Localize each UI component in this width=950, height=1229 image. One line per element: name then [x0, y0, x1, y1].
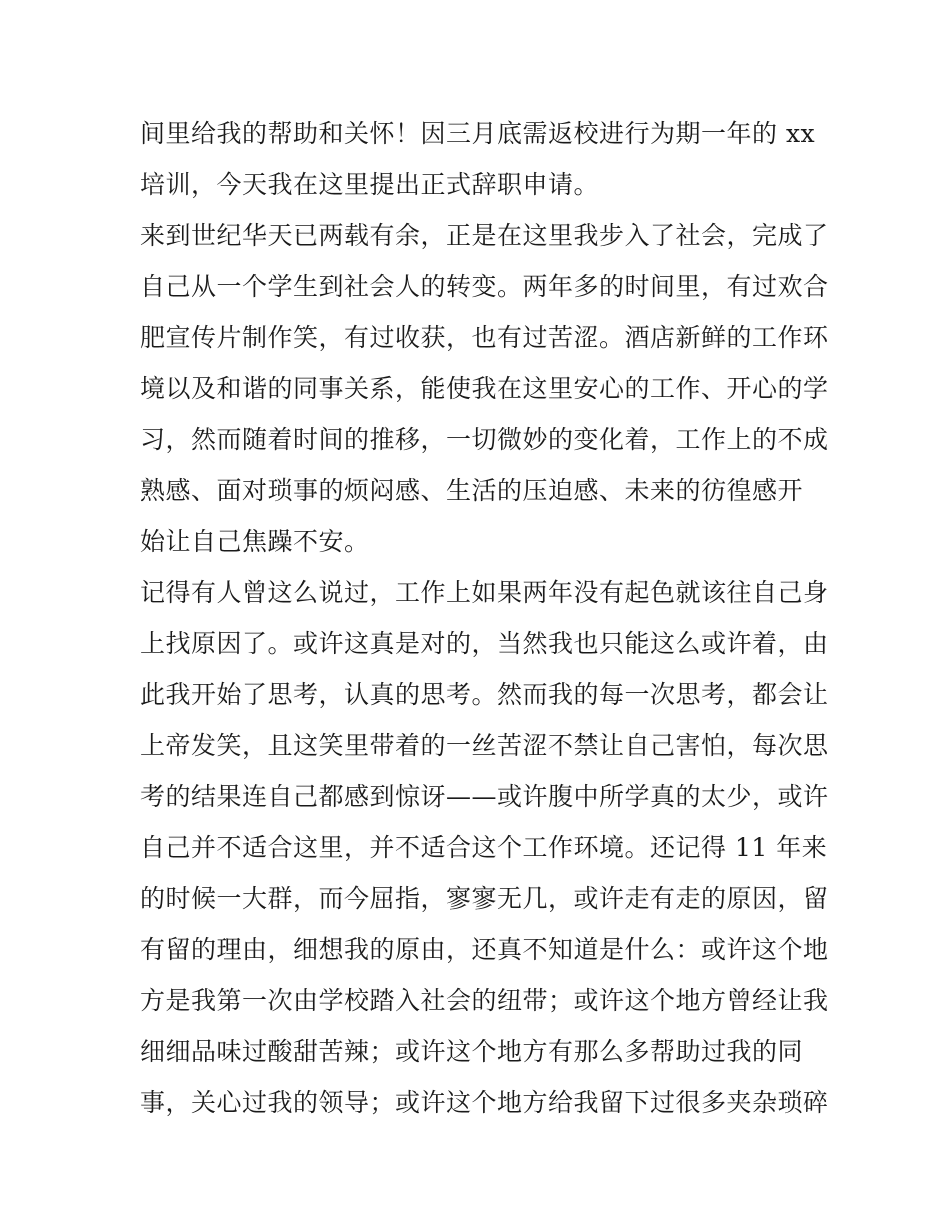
- text-line: 此我开始了思考，认真的思考。然而我的每一次思考，都会让: [140, 680, 829, 709]
- text-line: 熟感、面对琐事的烦闷感、生活的压迫感、未来的彷徨感开: [140, 476, 804, 505]
- text-line: 细细品味过酸甜苦辣；或许这个地方有那么多帮助过我的同: [140, 1037, 804, 1066]
- text-line: 间里给我的帮助和关怀！因三月底需返校进行为期一年的 xx: [140, 119, 816, 148]
- text-line: 境以及和谐的同事关系，能使我在这里安心的工作、开心的学: [140, 374, 829, 403]
- text-line: 肥宣传片制作笑，有过收获，也有过苦涩。酒店新鲜的工作环: [140, 323, 829, 352]
- text-line: 的时候一大群，而今屈指，寥寥无几，或许走有走的原因，留: [140, 884, 829, 913]
- text-line: 始让自己焦躁不安。: [140, 527, 370, 556]
- text-line: 上帝发笑，且这笑里带着的一丝苦涩不禁让自己害怕，每次思: [140, 731, 829, 760]
- text-line: 自己从一个学生到社会人的转变。两年多的时间里，有过欢合: [140, 272, 829, 301]
- text-line: 方是我第一次由学校踏入社会的纽带；或许这个地方曾经让我: [140, 986, 829, 1015]
- text-line: 习，然而随着时间的推移，一切微妙的变化着，工作上的不成: [140, 425, 829, 454]
- text-line: 培训，今天我在这里提出正式辞职申请。: [140, 170, 600, 199]
- text-line: 上找原因了。或许这真是对的，当然我也只能这么或许着，由: [140, 629, 829, 658]
- text-line: 自己并不适合这里，并不适合这个工作环境。还记得 11 年来: [140, 833, 828, 862]
- text-line: 来到世纪华天已两载有余，正是在这里我步入了社会，完成了: [140, 221, 829, 250]
- text-line: 记得有人曾这么说过，工作上如果两年没有起色就该往自己身: [140, 578, 829, 607]
- text-line: 有留的理由，细想我的原由，还真不知道是什么：或许这个地: [140, 935, 829, 964]
- text-line: 事，关心过我的领导；或许这个地方给我留下过很多夹杂琐碎: [140, 1088, 829, 1117]
- document-body: [140, 108, 829, 1128]
- text-line: 考的结果连自己都感到惊讶——或许腹中所学真的太少，或许: [140, 782, 829, 811]
